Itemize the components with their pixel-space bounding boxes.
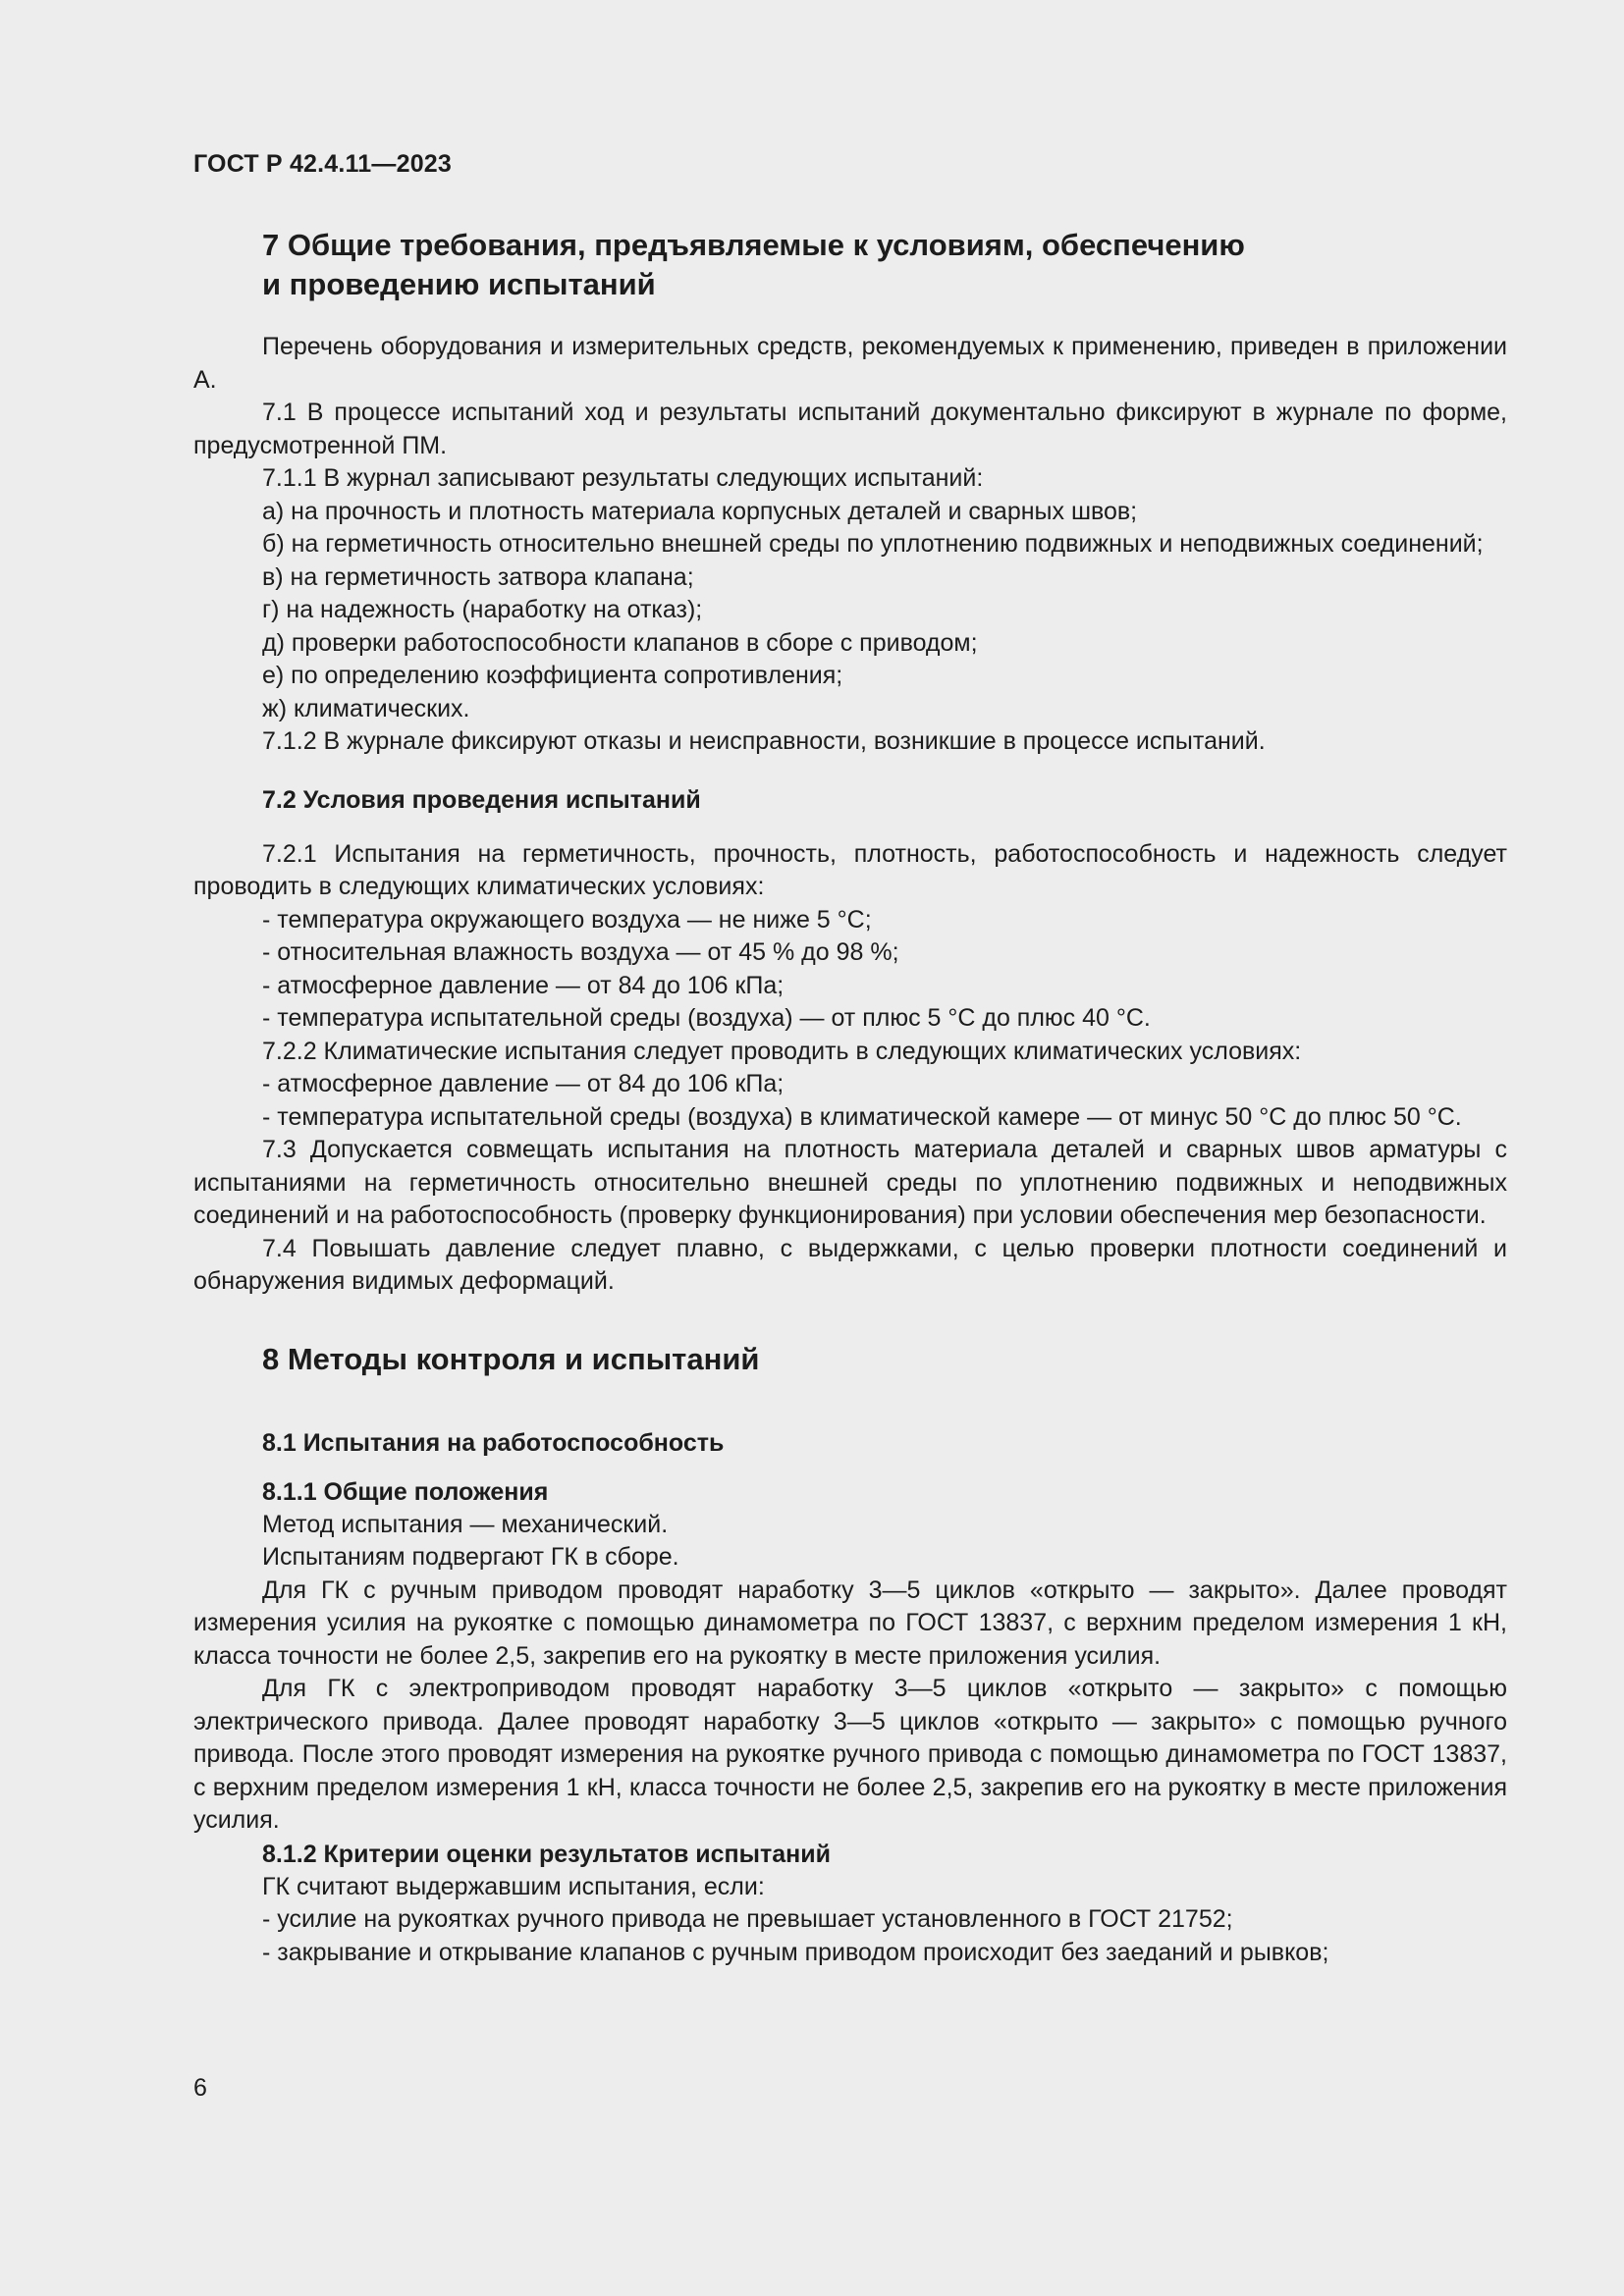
subsection-8-1-1-title: 8.1.1 Общие положения	[262, 1477, 549, 1506]
section-7-title-line2: и проведению испытаний	[262, 267, 656, 301]
subsection-8-1-2-title: 8.1.2 Критерии оценки результатов испытаний	[262, 1840, 831, 1868]
list-item: е) по определению коэффициента сопротивления;	[262, 662, 843, 689]
paragraph-7-1-2: 7.1.2 В журнале фиксируют отказы и неисправности, возникшие в процессе испытаний.	[262, 727, 1266, 755]
document-page	[193, 147, 1507, 1969]
list-item: - температура испытательной среды (воздуха) в климатической камере — от минус 50 °С до плюс 50 °С.	[262, 1102, 1462, 1131]
paragraph-7-3: 7.3 Допускается совмещать испытания на плотность материала деталей и сварных швов арматуры с испытаниями на герметичность относительно внешней среды по уплотнению подвижных и неподвижных соединений и на работоспособность (проверку функционирования) при условии обеспечения мер безопасности.	[193, 1136, 1507, 1229]
paragraph-electric-drive: Для ГК с электроприводом проводят наработку 3—5 циклов «открыто — закрыто» с помощью электрического привода. Далее проводят наработку 3—5 циклов «открыто — закрыто» с помощью ручного привода. После этого проводят измерения на рукоятке ручного привода с помощью динамометра по ГОСТ 13837, с верхним пределом измерения 1 кН, класса точности не более 2,5, закрепив его на рукоятку в месте приложения усилия.	[193, 1675, 1507, 1834]
list-item: - атмосферное давление — от 84 до 106 кПа;	[262, 971, 785, 999]
list-item: в) на герметичность затвора клапана;	[262, 562, 694, 591]
page-number: 6	[193, 2074, 207, 2102]
list-item: б) на герметичность относительно внешней среды по уплотнению подвижных и неподвижных соединений;	[262, 530, 1484, 558]
paragraph-7-2-1: 7.2.1 Испытания на герметичность, прочность, плотность, работоспособность и надежность следует проводить в следующих климатических условиях:	[193, 839, 1507, 900]
list-item: - относительная влажность воздуха — от 45 % до 98 %;	[262, 938, 899, 966]
section-7-title-line1: 7 Общие требования, предъявляемые к условиям, обеспечению	[262, 228, 1245, 262]
list-item: г) на надежность (наработку на отказ);	[262, 596, 703, 623]
paragraph-criteria: ГК считают выдержавшим испытания, если:	[262, 1872, 765, 1900]
list-item: - закрывание и открывание клапанов с ручным приводом происходит без заеданий и рывков;	[262, 1938, 1329, 1966]
paragraph-7-4: 7.4 Повышать давление следует плавно, с выдержками, с целью проверки плотности соединений и обнаружения видимых деформаций.	[193, 1234, 1507, 1295]
paragraph-7-1: 7.1 В процессе испытаний ход и результаты испытаний документально фиксируют в журнале по форме, предусмотренной ПМ.	[193, 399, 1507, 459]
paragraph-7-1-1: 7.1.1 В журнал записывают результаты следующих испытаний:	[262, 464, 984, 492]
list-item: - атмосферное давление — от 84 до 106 кПа;	[262, 1070, 785, 1097]
section-8-title: 8 Методы контроля и испытаний	[262, 1341, 760, 1376]
list-item: - температура окружающего воздуха — не ниже 5 °С;	[262, 905, 872, 934]
document-code: ГОСТ Р 42.4.11—2023	[193, 150, 453, 178]
section-7-title	[193, 226, 1507, 304]
subsection-8-1-title: 8.1 Испытания на работоспособность	[262, 1428, 725, 1457]
section-7-intro: Перечень оборудования и измерительных средств, рекомендуемых к применению, приведен в приложении А.	[193, 333, 1507, 394]
list-item: ж) климатических.	[262, 694, 470, 722]
subsection-7-2-title: 7.2 Условия проведения испытаний	[262, 785, 701, 814]
list-item: - усилие на рукоятках ручного привода не превышает установленного в ГОСТ 21752;	[262, 1905, 1233, 1933]
list-item: - температура испытательной среды (воздуха) — от плюс 5 °С до плюс 40 °С.	[262, 1004, 1151, 1032]
paragraph-method: Метод испытания — механический.	[262, 1510, 669, 1538]
list-item: а) на прочность и плотность материала корпусных деталей и сварных швов;	[262, 497, 1138, 525]
paragraph-assembly: Испытаниям подвергают ГК в сборе.	[262, 1543, 679, 1571]
list-item: д) проверки работоспособности клапанов в сборе с приводом;	[262, 628, 978, 657]
paragraph-manual-drive: Для ГК с ручным приводом проводят наработку 3—5 циклов «открыто — закрыто». Далее проводят измерения усилия на рукоятке с помощью динамометра по ГОСТ 13837, с верхним пределом измерения 1 кН, класса точности не более 2,5, закрепив его на рукоятку в месте приложения усилия.	[193, 1575, 1507, 1670]
paragraph-7-2-2: 7.2.2 Климатические испытания следует проводить в следующих климатических условиях:	[262, 1037, 1302, 1065]
